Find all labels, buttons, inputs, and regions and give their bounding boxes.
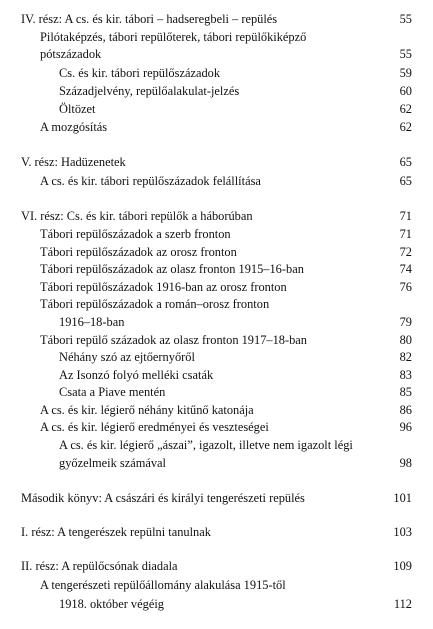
toc-entry-page: 55 (399, 12, 412, 26)
toc-entry-text: Pilótaképzés, tábori repülőterek, tábori repülőkiképző (40, 30, 307, 44)
toc-entry-page: 85 (399, 385, 412, 399)
toc-entry-text: II. rész: A repülőcsónak diadala (21, 559, 178, 573)
toc-entry-text: I. rész: A tengerészek repülni tanulnak (21, 525, 211, 539)
toc-entry-text: Tábori repülőszázadok az olasz fronton 1915–16-ban (40, 262, 304, 276)
toc-entry-text: 1916–18-ban (59, 315, 125, 329)
toc-entry-text: Öltözet (59, 102, 96, 116)
toc-entry-page: 82 (399, 350, 412, 364)
toc-entry-text: Tábori repülőszázadok 1916-ban az orosz fronton (40, 280, 287, 294)
toc-entry-page: 112 (393, 597, 412, 611)
toc-entry-text: Az Isonzó folyó melléki csaták (59, 368, 214, 382)
toc-entry-text: Néhány szó az ejtőernyőről (59, 350, 195, 364)
toc-entry-page: 71 (399, 227, 412, 241)
toc-entry-page: 60 (399, 84, 412, 98)
toc-entry-text: Tábori repülőszázadok az orosz fronton (40, 245, 237, 259)
toc-entry-text: Tábori repülőszázadok a román–orosz fronton (40, 297, 270, 311)
toc-entry-text: V. rész: Hadüzenetek (21, 155, 126, 169)
toc-entry-page: 83 (399, 368, 412, 382)
toc-entry-page: 80 (399, 333, 412, 347)
toc-entry-page: 101 (393, 491, 412, 505)
toc-entry-text: győzelmeik számával (59, 456, 166, 470)
toc-entry-page: 71 (399, 209, 412, 223)
toc-entry-page: 62 (399, 120, 412, 134)
toc-entry-text: IV. rész: A cs. és kir. tábori – hadseregbeli – repülés (21, 12, 278, 26)
toc-entry-page: 65 (399, 174, 412, 188)
toc-entry-text: VI. rész: Cs. és kir. tábori repülők a háborúban (21, 209, 253, 223)
toc-entry-text: Tábori repülő századok az olasz fronton 1917–18-ban (40, 333, 307, 347)
toc-entry-page: 59 (399, 66, 412, 80)
toc-entry-text: 1918. október végéig (59, 597, 164, 611)
toc-entry-page: 79 (399, 315, 412, 329)
toc-entry-text: A tengerészeti repülőállomány alakulása 1915-től (40, 578, 286, 592)
toc-entry-page: 55 (399, 47, 412, 61)
toc-entry-text: A cs. és kir. légierő „ászai”, igazolt, illetve nem igazolt légi (59, 438, 353, 452)
toc-entry-page: 96 (399, 420, 412, 434)
toc-entry-page: 74 (399, 262, 412, 276)
toc-entry-page: 98 (399, 456, 412, 470)
toc-entry-text: A mozgósítás (40, 120, 108, 134)
toc-entry-text: Századjelvény, repülőalakulat-jelzés (59, 84, 240, 98)
toc-entry-text: Cs. és kir. tábori repülőszázadok (59, 66, 221, 80)
toc-entry-page: 76 (399, 280, 412, 294)
toc-entry-page: 103 (393, 525, 412, 539)
toc-entry-page: 62 (399, 102, 412, 116)
toc-entry-page: 109 (393, 559, 412, 573)
toc-entry-text: pótszázadok (40, 47, 102, 61)
toc-entry-text: Csata a Piave mentén (59, 385, 166, 399)
toc-entry-text: A cs. és kir. tábori repülőszázadok felállítása (40, 174, 261, 188)
toc-entry-text: Második könyv: A császári és királyi tengerészeti repülés (21, 491, 305, 505)
toc-entry-text: Tábori repülőszázadok a szerb fronton (40, 227, 231, 241)
toc-entry-page: 86 (399, 403, 412, 417)
toc-entry-page: 72 (399, 245, 412, 259)
toc-entry-page: 65 (399, 155, 412, 169)
toc-entry-text: A cs. és kir. légierő néhány kitűnő katonája (40, 403, 254, 417)
toc-entry-text: A cs. és kir. légierő eredményei és veszteségei (40, 420, 269, 434)
